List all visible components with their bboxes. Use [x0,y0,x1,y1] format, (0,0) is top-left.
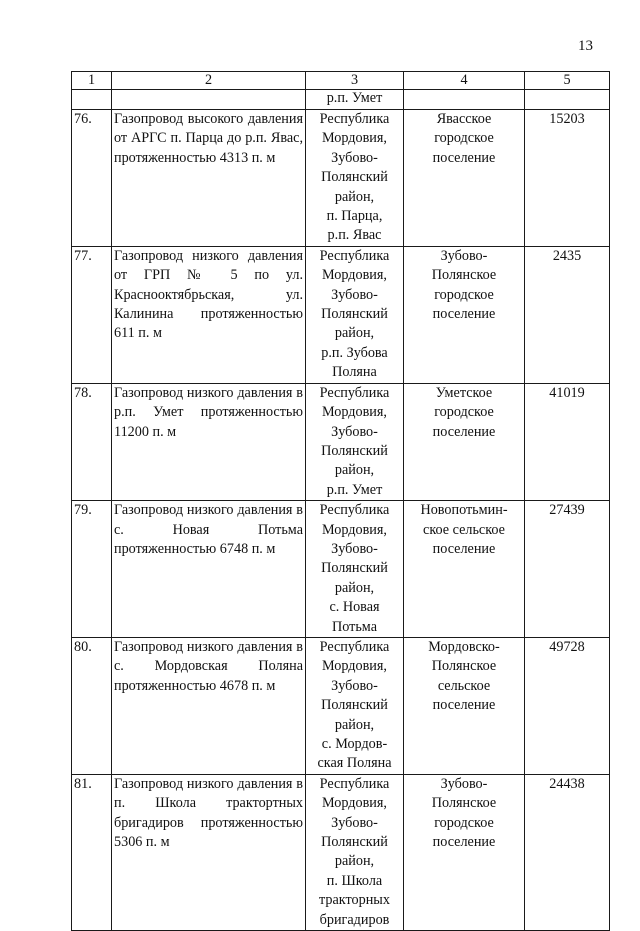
settlement-line: городское [434,404,494,421]
settlement-line: городское [434,814,494,831]
cell-name: Газопровод высокого давления от АРГС п. Парца до р.п. Явас, протяженностью 4313 п. м [112,110,306,247]
location-line: с. Новая [329,599,380,616]
location-line: Республика [319,111,390,127]
location-line: Полянский [321,306,388,323]
location-line: Мордовия, [322,795,387,812]
settlement-line: городское [434,286,494,303]
settlement-line: сельское [437,677,491,694]
cell-num: 77. [72,246,112,383]
location-line: Полянский [321,834,388,851]
column-header: 5 [525,72,610,90]
cell-settlement [404,90,525,110]
cell-settlement [404,501,525,638]
settlement-line: городское [434,130,494,147]
settlement-line: Уметское [435,384,493,401]
column-header: 3 [306,72,404,90]
location-line: п. Школа [326,872,383,889]
location-line: ская Поляна [317,755,392,772]
table-row [72,383,610,500]
cell-value: 15203 [525,110,610,247]
location-line: Республика [319,502,390,519]
location-line: район, [334,325,375,342]
cell-name: Газопровод низкого давления в п. Школа трактортных бригадиров протяженностью 5306 п. м [112,774,306,930]
location-line: район, [334,462,375,479]
location-line: Мордовия, [322,658,387,675]
continuation-row [72,90,610,110]
location-line: Потьма [331,618,377,635]
location-line: Мордовия, [322,404,387,421]
location-line: район, [334,579,375,596]
location-line: Полянский [321,169,388,186]
settlement-line: Явасское [436,111,492,127]
table-row [72,110,610,247]
table-header-row [72,72,610,90]
location-line: Зубово- [331,677,378,694]
cell-location [306,246,404,383]
location-line: район, [334,188,375,205]
location-line: р.п. Зубова [321,344,388,361]
location-line: Мордовия, [322,130,387,147]
location-line: тракторных [319,892,390,909]
location-line: Республика [319,775,390,792]
cell-value: 24438 [525,774,610,930]
cell-location [306,501,404,638]
cell-num: 80. [72,637,112,774]
cell-name: Газопровод низкого давления в р.п. Умет протяженностью 11200 п. м [112,383,306,500]
cell-location: р.п. Умет [306,90,404,110]
cell-name: Газопровод низкого давления в с. Мордовская Поляна протяженностью 4678 п. м [112,637,306,774]
settlement-line: поселение [432,697,496,714]
cell-value: 27439 [525,501,610,638]
location-line: р.п. Умет [326,481,383,498]
location-line: район, [334,853,375,870]
cell-value [525,90,610,110]
table-row [72,246,610,383]
location-line: Мордовия, [322,267,387,284]
cell-location [306,110,404,247]
column-header: 4 [404,72,525,90]
location-line: Зубово- [331,286,378,303]
location-line: Поляна [332,364,377,381]
settlement-line: поселение [432,540,496,557]
location-line: Мордовия, [322,521,387,538]
location-line: Полянский [321,442,388,459]
cell-name: Газопровод низкого давления в с. Новая Потьма протяженностью 6748 п. м [112,501,306,638]
cell-num: 79. [72,501,112,638]
location-line: Зубово- [331,149,378,166]
cell-location [306,637,404,774]
settlement-line: Полянское [431,658,497,675]
page-number: 13 [578,38,593,54]
settlement-line: поселение [432,306,496,323]
settlement-line: ское сельское [423,521,505,538]
settlement-line: Зубово- [440,775,488,792]
settlement-line: Полянское [431,267,497,284]
location-line: Зубово- [331,540,378,557]
settlement-line: поселение [432,834,496,851]
column-header: 1 [72,72,112,90]
settlement-line: поселение [432,149,496,166]
settlement-line: Новопотьмин- [420,502,508,519]
cell-settlement [404,637,525,774]
cell-num: 81. [72,774,112,930]
cell-num: 78. [72,383,112,500]
cell-value: 2435 [525,246,610,383]
location-line: п. Парца, [326,208,383,225]
location-line: Республика [319,384,390,401]
table-row [72,637,610,774]
cell-name [112,90,306,110]
cell-settlement [404,383,525,500]
cell-num [72,90,112,110]
registry-table [71,71,610,931]
table-row [72,501,610,638]
cell-value: 41019 [525,383,610,500]
cell-name: Газопровод низкого давления от ГРП № 5 по ул. Краснооктябрьская, ул. Калинина протяженностью 611 п. м [112,246,306,383]
cell-location [306,774,404,930]
cell-settlement [404,110,525,247]
settlement-line: поселение [432,423,496,440]
location-line: Республика [319,638,390,655]
location-line: бригадиров [319,911,390,928]
cell-location [306,383,404,500]
location-line: район, [334,716,375,733]
cell-num: 76. [72,110,112,247]
location-line: Республика [319,247,390,264]
settlement-line: Мордовско- [428,638,500,655]
column-header: 2 [112,72,306,90]
location-line: Зубово- [331,814,378,831]
location-line: Зубово- [331,423,378,440]
cell-value: 49728 [525,637,610,774]
settlement-line: Полянское [431,795,497,812]
location-line: р.п. Явас [327,227,382,244]
cell-settlement [404,246,525,383]
location-line: с. Мордов- [321,736,388,752]
settlement-line: Зубово- [440,247,488,264]
cell-settlement [404,774,525,930]
table-row [72,774,610,930]
location-line: Полянский [321,560,388,577]
location-line: Полянский [321,697,388,714]
